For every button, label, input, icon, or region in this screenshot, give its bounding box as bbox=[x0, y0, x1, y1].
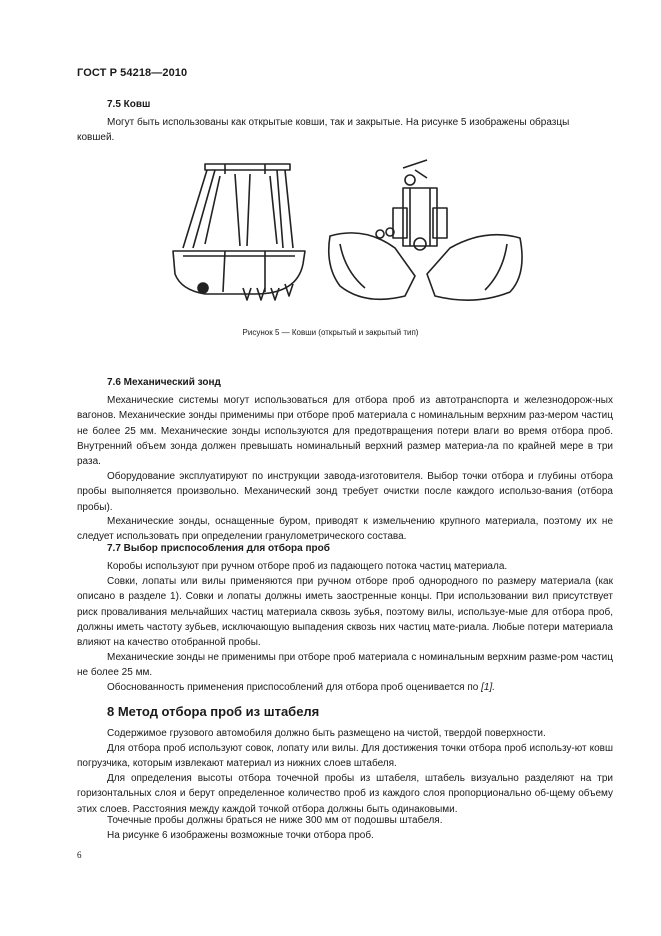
section-7-6-paragraph-2: Оборудование эксплуатируют по инструкции завода-изготовителя. Выбор точки отбора и глубины отбора пробы выполняется произвольно. Механический зонд требует очистки после каждого использо-вания (отбора пробы). bbox=[77, 471, 613, 513]
document-header: ГОСТ Р 54218—2010 bbox=[77, 67, 188, 79]
section-8-paragraph-5: На рисунке 6 изображены возможные точки отбора проб. bbox=[107, 830, 374, 841]
section-8-paragraph-3: Для определения высоты отбора точечной пробы из штабеля, штабель визуально разделяют на три горизонтальных слоя и берут определенное количество проб из каждого слоя пропорционально об-щему объему этих слоев. Расстояния между каждой точкой отбора должны быть одинаковыми. bbox=[77, 773, 613, 815]
section-7-5-paragraph: Могут быть использованы как открытые ковши, так и закрытые. На рисунке 5 изображены образцы ковшей. bbox=[77, 117, 570, 144]
section-7-6-paragraph-3: Механические зонды, оснащенные буром, приводят к измельчению крупного материала, поэтому их не следует использовать при определении гранулометрического состава. bbox=[77, 516, 613, 543]
closed-bucket-drawing bbox=[329, 160, 522, 300]
page-number: 6 bbox=[77, 850, 82, 860]
section-7-6-paragraph-1: Механические системы могут использоваться для отбора проб из автотранспорта и железнодорож-ных вагонов. Механические зонды применимы при отборе проб материала с номинальным верхним раз-мером частиц не более 25 мм. Механические зонды используются для предотвращения потери влаги во время отбора проб. Внутренний объем зонда должен превышать номинальный верхний размер материа-ла по крайней мере в три раза. bbox=[77, 395, 613, 468]
section-7-7-title: 7.7 Выбор приспособления для отбора проб bbox=[107, 543, 330, 554]
reference-1: [1]. bbox=[481, 682, 496, 693]
section-7-7-paragraph-3: Механические зонды не применимы при отборе проб материала с номинальным верхним разме-ром частиц не более 25 мм. bbox=[77, 652, 613, 679]
open-bucket-drawing bbox=[173, 164, 305, 300]
section-7-5-title: 7.5 Ковш bbox=[107, 99, 151, 110]
section-8-paragraph-2: Для отбора проб используют совок, лопату или вилы. Для достижения точки отбора проб использу-ют ковш погрузчика, которым извлекают материал из нижних слоев штабеля. bbox=[77, 743, 613, 770]
section-7-7-paragraph-1: Коробы используют при ручном отборе проб из падающего потока частиц материала. bbox=[107, 561, 508, 572]
section-7-7-paragraph-4: Обоснованность применения приспособлений для отбора проб оценивается по [1]. bbox=[107, 682, 496, 693]
section-7-6-title: 7.6 Механический зонд bbox=[107, 377, 221, 388]
section-8-paragraph-4: Точечные пробы должны браться не ниже 300 мм от подошвы штабеля. bbox=[107, 815, 443, 826]
section-7-7-paragraph-2: Совки, лопаты или вилы применяются при ручном отборе проб однородного по размеру материала (как описано в разделе 1). Совки и лопаты должны иметь заостренные концы. При использовании вил присутствует риск проваливания мельчайших частиц материала сквозь зубья, поэтому вилы, используе-мые для отбора проб, должны иметь частоту зубьев, исключающую выпадения сквозь них частиц мате-риала. Любые потери материала влияют на качество отобранной пробы. bbox=[77, 576, 613, 649]
section-8-paragraph-1: Содержимое грузового автомобиля должно быть размещено на чистой, твердой поверхности. bbox=[107, 728, 546, 739]
figure-5-caption: Рисунок 5 — Ковши (открытый и закрытый тип) bbox=[242, 328, 419, 337]
section-8-title: 8 Метод отбора проб из штабеля bbox=[107, 704, 320, 719]
figure-5-buckets bbox=[165, 156, 530, 306]
